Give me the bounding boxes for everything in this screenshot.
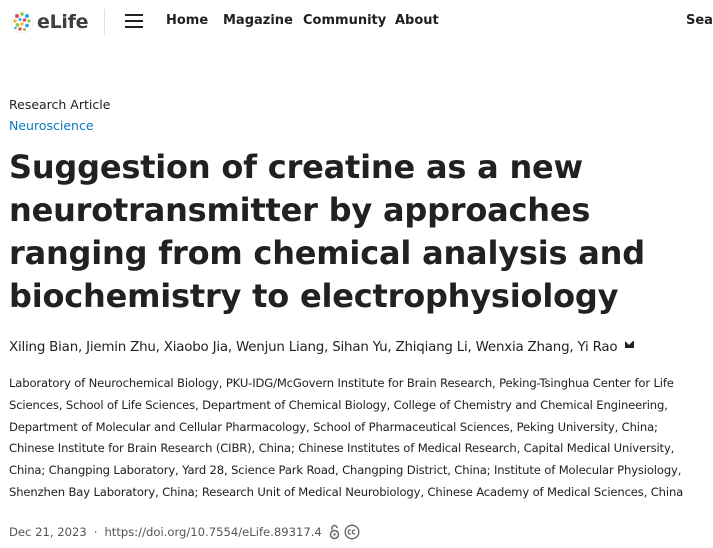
header-divider xyxy=(104,9,105,35)
article-title: Suggestion of creatine as a new neurotransmitter by approaches ranging from chemical analysis and biochemistry to electrophysiology xyxy=(9,148,645,315)
elife-logo-icon xyxy=(10,10,34,34)
doi-link[interactable]: https://doi.org/10.7554/eLife.89317.4 xyxy=(104,525,322,539)
nav-about[interactable]: About xyxy=(395,13,439,28)
creative-commons-icon[interactable] xyxy=(344,524,360,540)
affiliations: Laboratory of Neurochemical Biology, PKU-IDG/McGovern Institute for Brain Research, Peking-Tsinghua Center for Life Sciences, School of Life Sciences, Department of Chemical Biology, College of Chemistry and Chemical Engineering, Department of Molecular and Cellular Pharmacology, School of Pharmaceutical Sciences, Peking University, China; Chinese Institute for Brain Research (CIBR), China; Chinese Institutes of Medical Research, Capital Medical University, China; Changping Laboratory, Yard 28, Science Park Road, Changping District, China; Institute of Molecular Physiology, Shenzhen Bay Laboratory, China; Research Unit of Medical Neurobiology, Chinese Academy of Medical Sciences, China xyxy=(9,376,684,499)
hamburger-menu-icon[interactable] xyxy=(125,14,143,29)
subject-link[interactable]: Neuroscience xyxy=(9,118,94,133)
logo-text: eLife xyxy=(37,11,89,33)
top-navigation-bar xyxy=(0,0,713,44)
nav-magazine[interactable]: Magazine xyxy=(223,13,293,28)
search-link[interactable]: Sea xyxy=(686,13,713,28)
nav-home[interactable]: Home xyxy=(166,13,209,28)
mail-icon[interactable] xyxy=(625,341,634,348)
publish-date: Dec 21, 2023 xyxy=(9,525,87,539)
meta-separator: · xyxy=(93,525,98,539)
elife-logo[interactable] xyxy=(10,9,88,35)
nav-community[interactable]: Community xyxy=(303,13,387,28)
author-list[interactable]: Xiling Bian, Jiemin Zhu, Xiaobo Jia, Wenjun Liang, Sihan Yu, Zhiqiang Li, Wenxia Zhang, Yi Rao xyxy=(9,340,618,355)
article-meta xyxy=(9,524,360,540)
open-access-icon[interactable] xyxy=(329,524,340,540)
article-type: Research Article xyxy=(9,97,111,112)
